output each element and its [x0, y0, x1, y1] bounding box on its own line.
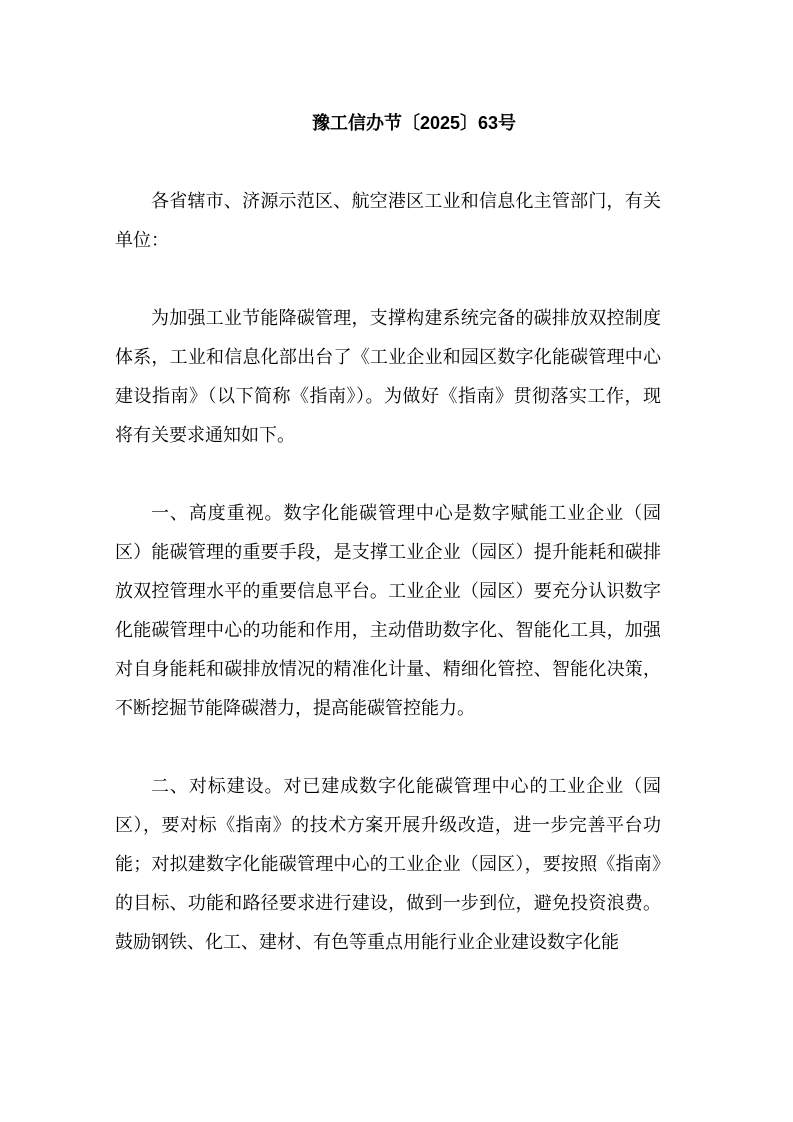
paragraph-salutation: 各省辖市、济源示范区、航空港区工业和信息化主管部门，有关单位： — [115, 191, 661, 250]
paragraph-intro: 为加强工业节能降碳管理，支撑构建系统完备的碳排放双控制度体系，工业和信息化部出台了《工业企业和园区数字化能碳管理中心建设指南》（以下简称《指南》）。为做好《指南》贯彻落实工作，现将有关要求通知如下。 — [115, 308, 661, 445]
paragraph-section-2: 二、对标建设。对已建成数字化能碳管理中心的工业企业（园区），要对标《指南》的技术方案开展升级改造，进一步完善平台功能；对拟建数字化能碳管理中心的工业企业（园区），要按照《指南》的目标、功能和路径要求进行建设，做到一步到位，避免投资浪费。鼓励钢铁、化工、建材、有色等重点用能行业企业建设数字化能 — [115, 776, 661, 952]
paragraph-section-1: 一、高度重视。数字化能碳管理中心是数字赋能工业企业（园区）能碳管理的重要手段，是支撑工业企业（园区）提升能耗和碳排放双控管理水平的重要信息平台。工业企业（园区）要充分认识数字化能碳管理中心的功能和作用，主动借助数字化、智能化工具，加强对自身能耗和碳排放情况的精准化计量、精细化管控、智能化决策，不断挖掘节能降碳潜力，提高能碳管控能力。 — [115, 503, 661, 718]
document-number: 豫工信办节〔2025〕63号 — [311, 113, 517, 133]
